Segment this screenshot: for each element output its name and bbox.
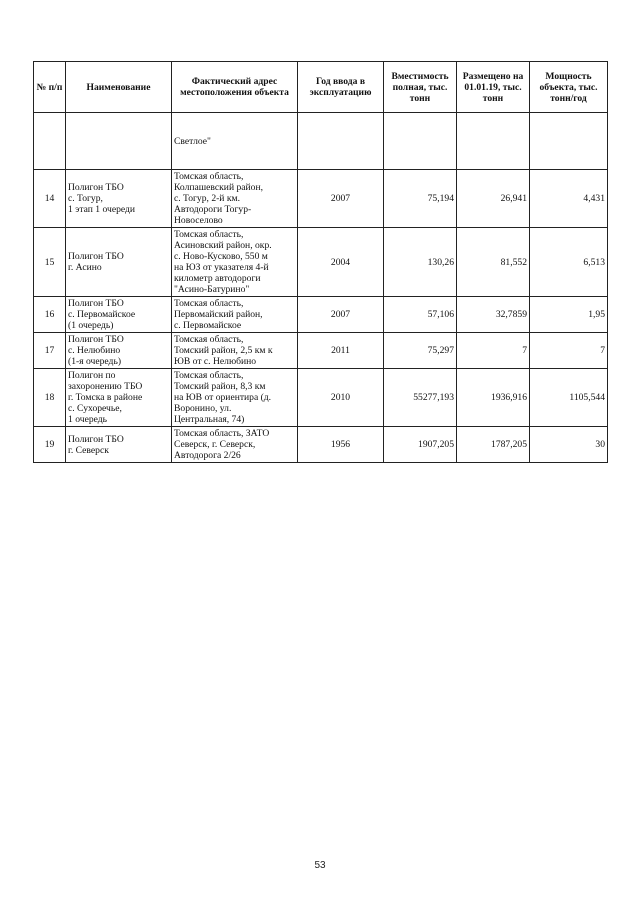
cell-address: Томская область, Томский район, 2,5 км к ЮВ от с. Нелюбино: [172, 333, 298, 369]
cell-capacity: 75,194: [384, 170, 457, 228]
table-row: [34, 297, 608, 333]
cell-power: 4,431: [530, 170, 608, 228]
cell-num: 14: [34, 170, 66, 228]
header-power: Мощность объекта, тыс. тонн/год: [530, 62, 608, 113]
page-number: 53: [314, 860, 326, 871]
cell-year: [298, 113, 384, 170]
cell-address: Томская область, Асиновский район, окр. с. Ново-Кусково, 550 м на ЮЗ от указателя 4-й километр автодороги "Асино-Батурино": [172, 228, 298, 297]
cell-name: Полигон ТБО с. Первомайское (1 очередь): [66, 297, 172, 333]
header-num: № п/п: [34, 62, 66, 113]
table-row: [34, 333, 608, 369]
cell-power: [530, 113, 608, 170]
cell-num: 17: [34, 333, 66, 369]
cell-capacity: 75,297: [384, 333, 457, 369]
cell-placed: [457, 113, 530, 170]
cell-name: [66, 113, 172, 170]
cell-name: Полигон ТБО с. Тогур, 1 этап 1 очереди: [66, 170, 172, 228]
table-row: [34, 427, 608, 463]
cell-address: Светлое": [172, 113, 298, 170]
cell-address: Томская область, Первомайский район, с. Первомайское: [172, 297, 298, 333]
table-header-row: [34, 62, 608, 113]
cell-power: 1,95: [530, 297, 608, 333]
cell-capacity: 55277,193: [384, 369, 457, 427]
cell-capacity: 1907,205: [384, 427, 457, 463]
cell-num: [34, 113, 66, 170]
cell-year: 2004: [298, 228, 384, 297]
cell-power: 7: [530, 333, 608, 369]
cell-placed: 26,941: [457, 170, 530, 228]
cell-capacity: 130,26: [384, 228, 457, 297]
cell-year: 2007: [298, 297, 384, 333]
cell-year: 2007: [298, 170, 384, 228]
cell-placed: 7: [457, 333, 530, 369]
cell-capacity: 57,106: [384, 297, 457, 333]
table-row-continuation: [34, 113, 608, 170]
cell-address: Томская область, Колпашевский район, с. Тогур, 2-й км. Автодороги Тогур- Новоселово: [172, 170, 298, 228]
table-row: [34, 170, 608, 228]
cell-power: 6,513: [530, 228, 608, 297]
cell-year: 2010: [298, 369, 384, 427]
cell-num: 16: [34, 297, 66, 333]
cell-address: Томская область, ЗАТО Северск, г. Северск, Автодорога 2/26: [172, 427, 298, 463]
table-row: [34, 369, 608, 427]
cell-num: 19: [34, 427, 66, 463]
header-address: Фактический адрес местоположения объекта: [172, 62, 298, 113]
cell-name: Полигон ТБО г. Асино: [66, 228, 172, 297]
cell-power: 1105,544: [530, 369, 608, 427]
cell-placed: 81,552: [457, 228, 530, 297]
cell-name: Полигон ТБО г. Северск: [66, 427, 172, 463]
header-placed: Размещено на 01.01.19, тыс. тонн: [457, 62, 530, 113]
header-capacity: Вместимость полная, тыс. тонн: [384, 62, 457, 113]
cell-year: 1956: [298, 427, 384, 463]
cell-num: 18: [34, 369, 66, 427]
header-year: Год ввода в эксплуатацию: [298, 62, 384, 113]
cell-name: Полигон ТБО с. Нелюбино (1-я очередь): [66, 333, 172, 369]
cell-num: 15: [34, 228, 66, 297]
cell-name: Полигон по захоронению ТБО г. Томска в районе с. Сухоречье, 1 очередь: [66, 369, 172, 427]
cell-year: 2011: [298, 333, 384, 369]
cell-power: 30: [530, 427, 608, 463]
cell-capacity: [384, 113, 457, 170]
cell-address: Томская область, Томский район, 8,3 км на ЮВ от ориентира (д. Воронино, ул. Центральная, 74): [172, 369, 298, 427]
header-name: Наименование: [66, 62, 172, 113]
cell-placed: 1787,205: [457, 427, 530, 463]
table-row: [34, 228, 608, 297]
cell-placed: 1936,916: [457, 369, 530, 427]
cell-placed: 32,7859: [457, 297, 530, 333]
landfill-registry-table: [33, 61, 608, 463]
